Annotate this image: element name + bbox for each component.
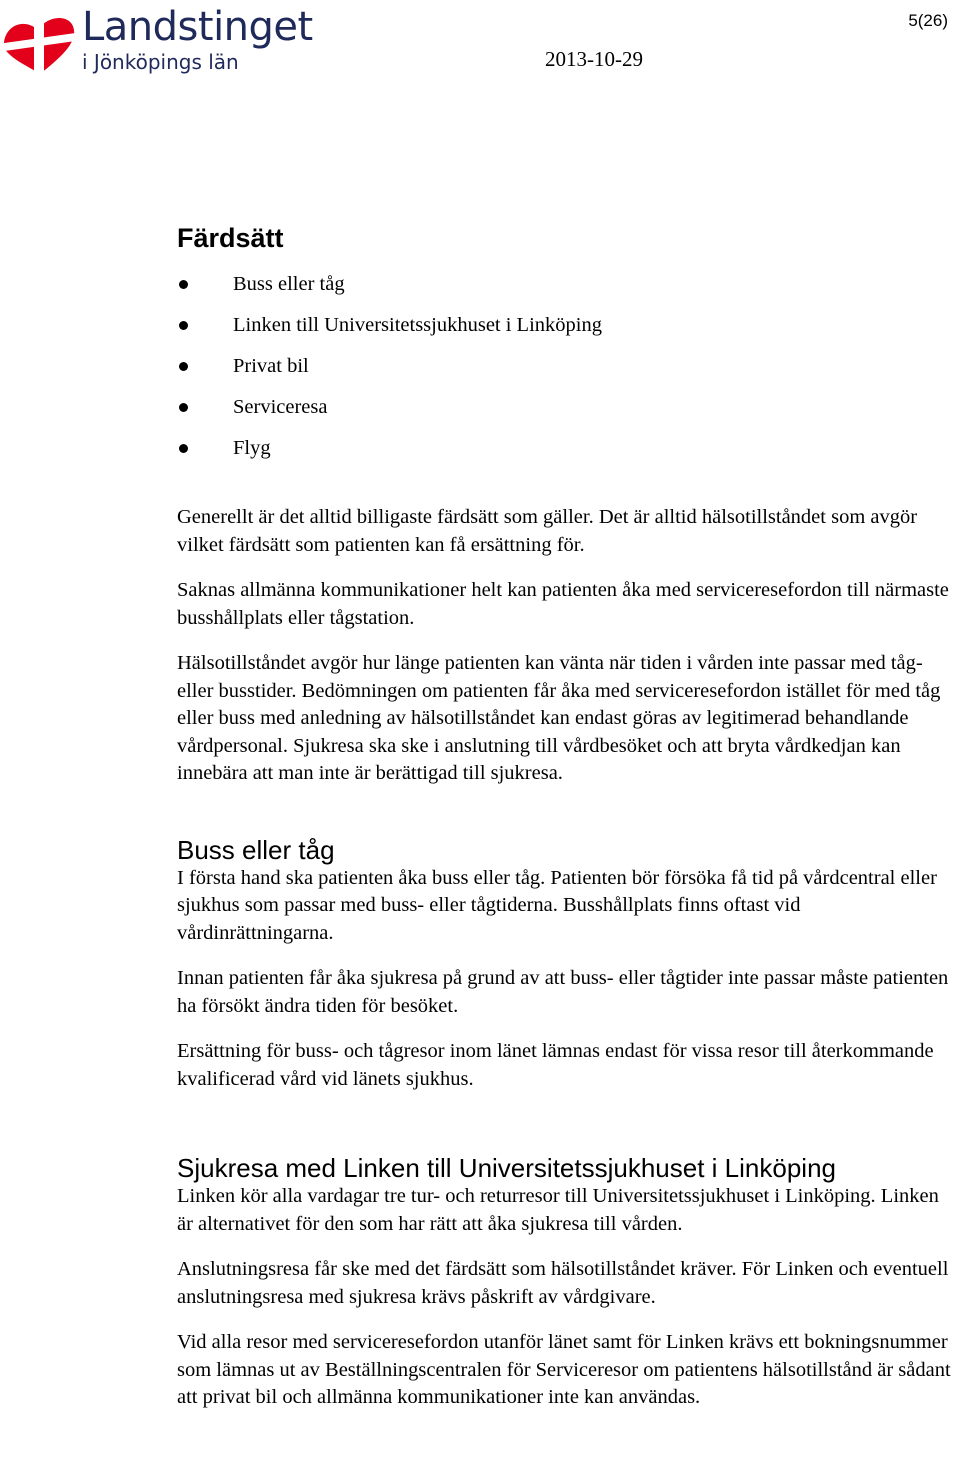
paragraph: Generellt är det alltid billigaste färdsätt som gäller. Det är alltid hälsotillståndet som avgör vilket färdsätt som patienten kan få ersättning för. <box>177 506 918 556</box>
paragraph: Linken kör alla vardagar tre tur- och returresor till Universitetssjukhuset i Linköping. Linken är alternativet för den som har rätt att åka sjukresa till vården. <box>177 1185 939 1235</box>
section-title-linken: Sjukresa med Linken till Universitetssjukhuset i Linköping <box>177 1153 836 1183</box>
list-item <box>177 428 952 469</box>
landstinget-heart-icon <box>0 0 80 80</box>
list-item-text: Linken till Universitetssjukhuset i Linköping <box>233 314 602 336</box>
document-body <box>177 222 952 1412</box>
bullet-icon <box>179 280 188 289</box>
list-item <box>177 346 952 387</box>
document-date: 2013-10-29 <box>545 47 643 71</box>
paragraph: Anslutningsresa får ske med det färdsätt som hälsotillståndet kräver. För Linken och eventuell anslutningsresa med sjukresa krävs påskrift av vårdgivare. <box>177 1258 949 1308</box>
bullet-icon <box>179 444 188 453</box>
list-item-text: Buss eller tåg <box>233 273 345 295</box>
list-item-text: Flyg <box>233 437 271 459</box>
bullet-icon <box>179 403 188 412</box>
list-item-text: Serviceresa <box>233 396 328 418</box>
landstinget-logo <box>0 0 320 80</box>
paragraph: Saknas allmänna kommunikationer helt kan patienten åka med serviceresefordon till närmaste busshållplats eller tågstation. <box>177 579 949 629</box>
list-item <box>177 387 952 428</box>
logo-name: Landstinget <box>82 4 313 50</box>
section-title-fardsatt: Färdsätt <box>177 223 284 253</box>
bullet-icon <box>179 362 188 371</box>
paragraph: Ersättning för buss- och tågresor inom länet lämnas endast för vissa resor till återkommande kvalificerad vård vid länets sjukhus. <box>177 1040 934 1090</box>
paragraph: Vid alla resor med serviceresefordon utanför länet samt för Linken krävs ett bokningsnummer som lämnas ut av Beställningscentralen för Serviceresor om patientens hälsotillstånd är sådant att privat bil och allmänna kommunikationer inte kan användas. <box>177 1331 951 1408</box>
paragraph: Innan patienten får åka sjukresa på grund av att buss- eller tågtider inte passar måste patienten ha försökt ändra tiden för besöket. <box>177 967 949 1017</box>
page-number: 5(26) <box>908 11 948 30</box>
list-item <box>177 305 952 346</box>
paragraph: I första hand ska patienten åka buss eller tåg. Patienten bör försöka få tid på vårdcentral eller sjukhus som passar med buss- eller tågtiderna. Busshållplats finns oftast vid vårdinrättningarna. <box>177 866 937 944</box>
list-item <box>177 264 952 305</box>
list-item-text: Privat bil <box>233 355 309 377</box>
fardsatt-bullet-list <box>177 264 952 469</box>
paragraph: Hälsotillståndet avgör hur länge patienten kan vänta när tiden i vården inte passar med tåg- eller busstider. Bedömningen om patienten får åka med serviceresefordon istället för med tåg eller buss med anledning av hälsotillståndet kan endast göras av legitimerad behandlande vårdpersonal. Sjukresa ska ske i anslutning till vårdbesöket och att bryta vårdkedjan kan innebära att man inte är berättigad till sjukresa. <box>177 652 941 784</box>
logo-subtitle: i Jönköpings län <box>82 50 239 74</box>
section-title-buss: Buss eller tåg <box>177 834 335 865</box>
bullet-icon <box>179 321 188 330</box>
